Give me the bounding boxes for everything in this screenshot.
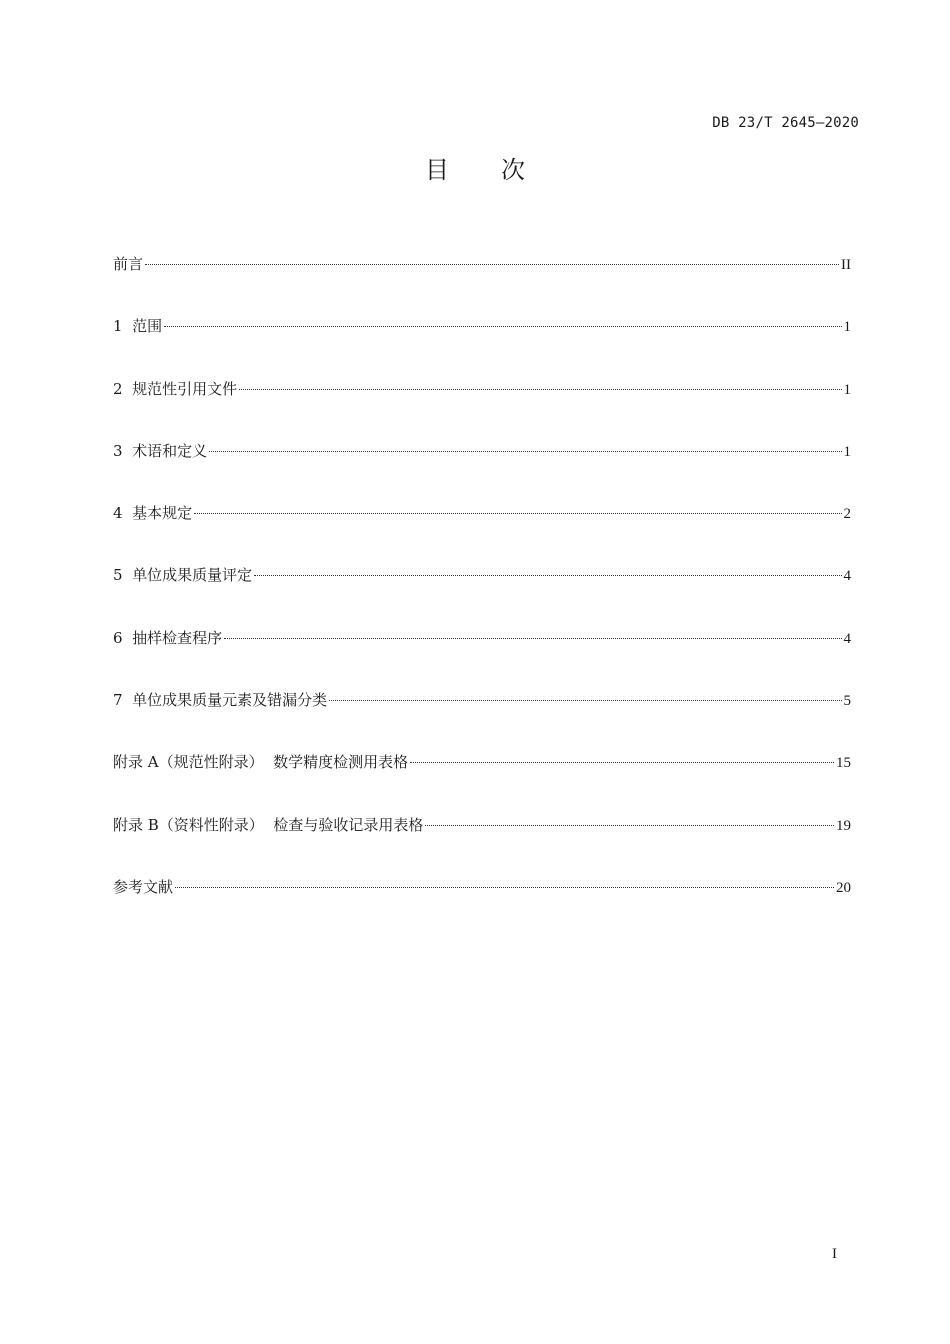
title-char-2: 次: [501, 156, 525, 184]
title-char-1: 目: [425, 156, 449, 184]
table-of-contents: [113, 253, 851, 938]
toc-entry-label: 2 规范性引用文件: [113, 379, 238, 398]
toc-entry-normative-references[interactable]: [113, 378, 851, 440]
toc-entry-bibliography[interactable]: [113, 876, 851, 938]
toc-dot-leader: [145, 264, 839, 265]
toc-dot-leader: [425, 825, 834, 826]
toc-dot-leader: [194, 513, 841, 514]
toc-entry-page: 4: [843, 630, 851, 647]
toc-dot-leader: [164, 326, 841, 327]
toc-entry-page: 19: [836, 817, 851, 834]
toc-entry-page: 15: [836, 755, 851, 772]
toc-entry-page: 1: [843, 319, 851, 336]
toc-entry-page: 20: [836, 879, 851, 896]
toc-entry-label: 7 单位成果质量元素及错漏分类: [113, 691, 328, 710]
toc-entry-page: 1: [843, 443, 851, 460]
toc-entry-appendix-b[interactable]: [113, 814, 851, 876]
toc-entry-page: 2: [843, 506, 851, 523]
toc-entry-label: 前言: [113, 255, 144, 273]
toc-entry-label: 参考文献: [113, 877, 174, 896]
toc-dot-leader: [209, 451, 841, 452]
toc-entry-label: 附录 B（资料性附录） 检查与验收记录用表格: [113, 815, 424, 834]
toc-entry-quality-evaluation[interactable]: [113, 564, 851, 626]
page-number: I: [832, 1246, 837, 1262]
toc-entry-page: 4: [843, 568, 851, 585]
toc-entry-label: 3 术语和定义: [113, 441, 208, 460]
toc-dot-leader: [175, 887, 834, 888]
standard-code: DB 23/T 2645—2020: [712, 115, 859, 131]
toc-entry-appendix-a[interactable]: [113, 751, 851, 813]
toc-entry-label: 5 单位成果质量评定: [113, 566, 253, 585]
toc-entry-label: 6 抽样检查程序: [113, 628, 223, 647]
toc-dot-leader: [254, 575, 841, 576]
toc-entry-quality-elements[interactable]: [113, 689, 851, 751]
toc-dot-leader: [239, 389, 841, 390]
toc-entry-foreword[interactable]: [113, 253, 851, 315]
page-title: [0, 150, 950, 185]
toc-entry-scope[interactable]: [113, 315, 851, 377]
toc-dot-leader: [224, 638, 841, 639]
toc-dot-leader: [329, 700, 841, 701]
toc-entry-terms[interactable]: [113, 440, 851, 502]
toc-entry-label: 1 范围: [113, 317, 163, 336]
toc-entry-basic-provisions[interactable]: [113, 502, 851, 564]
toc-entry-page: II: [841, 257, 851, 273]
toc-entry-page: 1: [843, 381, 851, 398]
toc-entry-page: 5: [843, 693, 851, 710]
toc-dot-leader: [410, 762, 834, 763]
toc-entry-label: 附录 A（规范性附录） 数学精度检测用表格: [113, 753, 409, 772]
toc-entry-sampling-procedure[interactable]: [113, 627, 851, 689]
toc-entry-label: 4 基本规定: [113, 504, 193, 523]
